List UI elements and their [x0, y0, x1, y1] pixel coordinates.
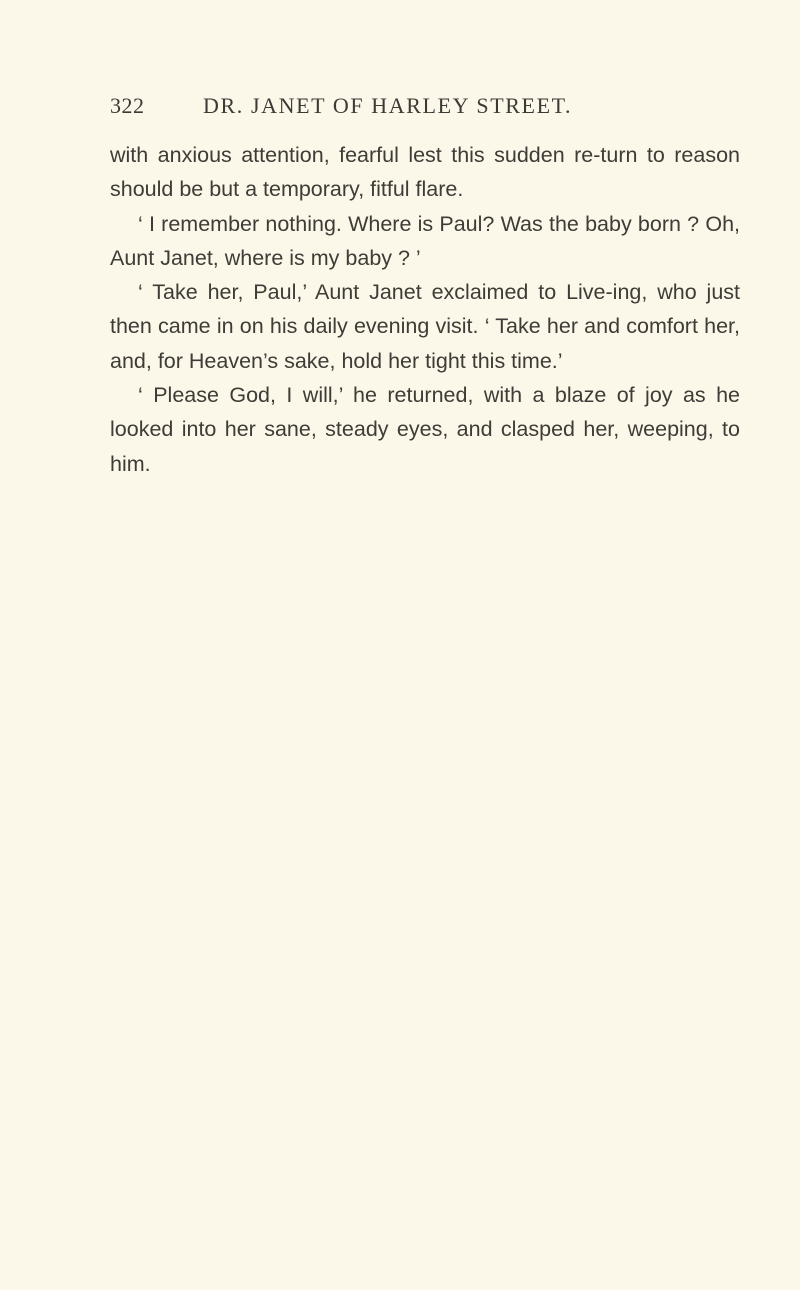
paragraph-dialogue-1: ‘ I remember nothing. Where is Paul? Was the baby born ? Oh, Aunt Janet, where is my baby ? ’	[110, 211, 740, 270]
paragraph-dialogue-3: ‘ Please God, I will,’ he returned, with a blaze of joy as he looked into her sane, steady eyes, and clasped her, weeping, to him.	[110, 383, 740, 476]
paragraph-dialogue-2: ‘ Take her, Paul,’ Aunt Janet exclaimed to Live-ing, who just then came in on his daily evening visit. ‘ Take her and comfort her, and, for Heaven’s sake, hold her tight this time.’	[110, 280, 740, 373]
paragraph-continuation: with anxious attention, fearful lest this sudden re-turn to reason should be but a temporary, fitful flare.	[110, 143, 740, 202]
body-text	[110, 138, 740, 481]
running-title: DR. JANET OF HARLEY STREET.	[203, 93, 573, 118]
running-head	[110, 93, 750, 123]
page-number: 322	[110, 93, 145, 118]
